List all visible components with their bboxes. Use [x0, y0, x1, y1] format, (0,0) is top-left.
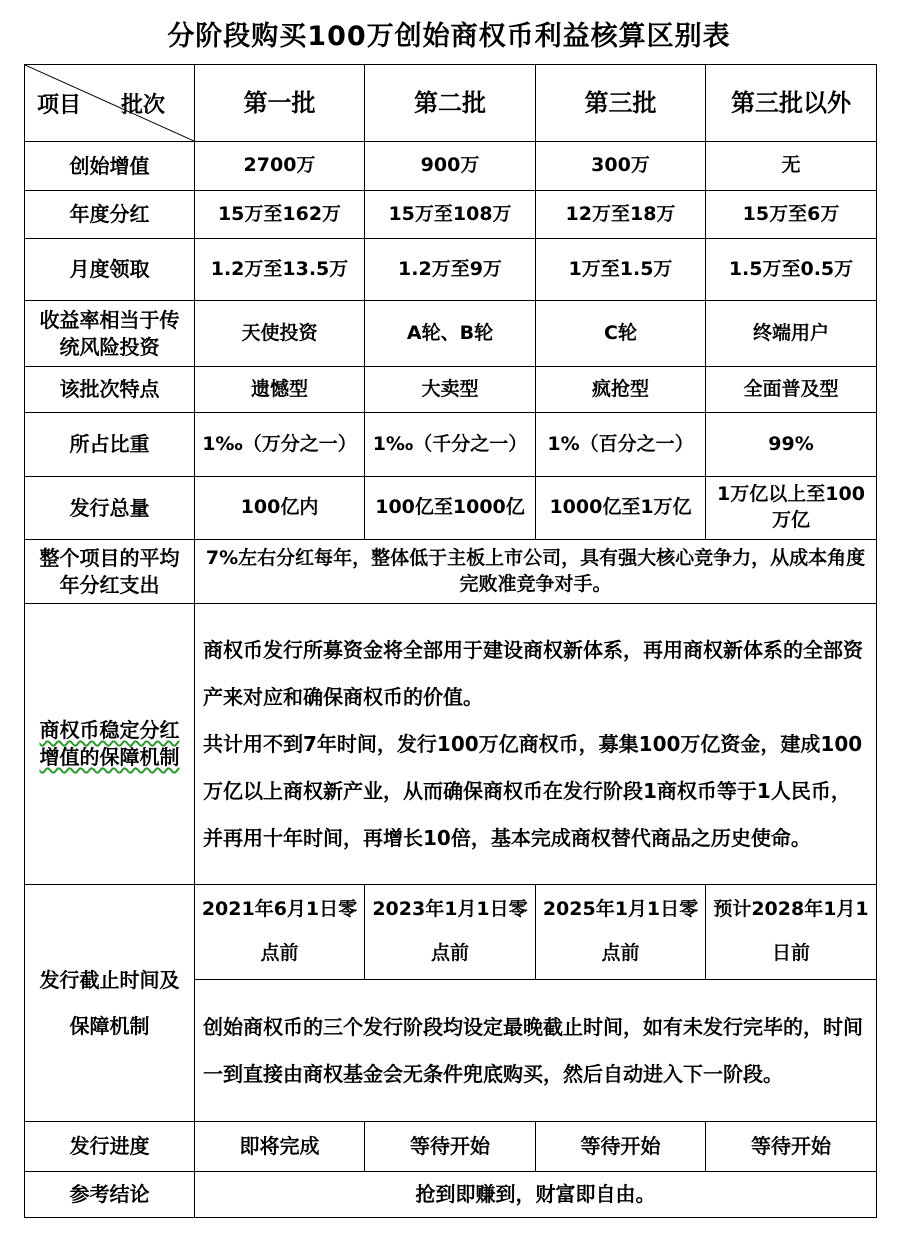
deadline-text: 创始商权币的三个发行阶段均设定最晚截止时间，如有未发行完毕的，时间一到直接由商权基金会无条件兜底购买，然后自动进入下一阶段。: [195, 980, 877, 1122]
table-cell: 2700万: [195, 142, 365, 191]
table-cell: 15万至6万: [706, 191, 877, 239]
table-cell: 1%（百分之一）: [536, 413, 706, 477]
header-row: [25, 65, 877, 142]
batch-header-1: 第一批: [195, 65, 365, 142]
table-cell: 无: [706, 142, 877, 191]
deadline-date-1: 2021年6月1日零点前: [195, 885, 365, 980]
row-label-avg-dividend: 整个项目的平均年分红支出: [25, 540, 195, 604]
row-label-total-issuance: 发行总量: [25, 477, 195, 540]
table-cell: 1‰（万分之一）: [195, 413, 365, 477]
corner-header-cell: [25, 65, 195, 142]
table-row: [25, 1172, 877, 1218]
batch-header-4: 第三批以外: [706, 65, 877, 142]
progress-cell: 等待开始: [365, 1122, 536, 1172]
table-cell: 1万亿以上至100万亿: [706, 477, 877, 540]
table-cell: 12万至18万: [536, 191, 706, 239]
table-cell: 1000亿至1万亿: [536, 477, 706, 540]
table-cell: 全面普及型: [706, 367, 877, 413]
table-cell: 天使投资: [195, 301, 365, 367]
table-cell: 1‰（千分之一）: [365, 413, 536, 477]
table-row: [25, 885, 877, 980]
guarantee-text-cell: [195, 604, 877, 885]
progress-cell: 即将完成: [195, 1122, 365, 1172]
corner-item-label: 项目: [37, 93, 82, 118]
deadline-date-3: 2025年1月1日零点前: [536, 885, 706, 980]
table-cell: 终端用户: [706, 301, 877, 367]
table-cell: 100亿至1000亿: [365, 477, 536, 540]
guarantee-label-text: 商权币稳定分红增值的保障机制: [39, 718, 180, 769]
benefit-comparison-table: [24, 64, 877, 1218]
table-cell: 1.2万至9万: [365, 239, 536, 301]
table-cell: 遗憾型: [195, 367, 365, 413]
table-row: [25, 301, 877, 367]
table-cell: 疯抢型: [536, 367, 706, 413]
table-cell: 300万: [536, 142, 706, 191]
table-cell: 1.5万至0.5万: [706, 239, 877, 301]
table-row: [25, 1122, 877, 1172]
row-label-return-equivalent: 收益率相当于传统风险投资: [25, 301, 195, 367]
table-cell: 1.2万至13.5万: [195, 239, 365, 301]
batch-header-3: 第三批: [536, 65, 706, 142]
row-label-deadline: 发行截止时间及保障机制: [25, 885, 195, 1122]
guarantee-paragraph-2: 共计用不到7年时间，发行100万亿商权币，募集100万亿资金，建成100万亿以上商权新产业，从而确保商权币在发行阶段1商权币等于1人民币，并再用十年时间，再增长10倍，基本完成商权替代商品之历史使命。: [203, 731, 863, 850]
table-cell: 15万至162万: [195, 191, 365, 239]
row-label-monthly-payout: 月度领取: [25, 239, 195, 301]
row-label-annual-dividend: 年度分红: [25, 191, 195, 239]
table-cell: 99%: [706, 413, 877, 477]
page-title: 分阶段购买100万创始商权币利益核算区别表: [167, 21, 731, 52]
guarantee-paragraph-1: 商权币发行所募资金将全部用于建设商权新体系，再用商权新体系的全部资产来对应和确保商权币的价值。: [203, 637, 863, 709]
row-label-share-ratio: 所占比重: [25, 413, 195, 477]
row-label-guarantee-mechanism: [25, 604, 195, 885]
table-row: [25, 540, 877, 604]
avg-dividend-text: 7%左右分红每年，整体低于主板上市公司，具有强大核心竞争力，从成本角度完败准竞争对手。: [195, 540, 877, 604]
table-cell: 900万: [365, 142, 536, 191]
table-cell: A轮、B轮: [365, 301, 536, 367]
deadline-date-4: 预计2028年1月1日前: [706, 885, 877, 980]
progress-cell: 等待开始: [536, 1122, 706, 1172]
row-label-conclusion: 参考结论: [25, 1172, 195, 1218]
table-cell: 1万至1.5万: [536, 239, 706, 301]
table-row: [25, 604, 877, 885]
table-row: [25, 142, 877, 191]
table-cell: 15万至108万: [365, 191, 536, 239]
table-row: [25, 239, 877, 301]
table-cell: C轮: [536, 301, 706, 367]
deadline-date-2: 2023年1月1日零点前: [365, 885, 536, 980]
table-row: [25, 191, 877, 239]
row-label-progress: 发行进度: [25, 1122, 195, 1172]
table-row: [25, 477, 877, 540]
conclusion-text: 抢到即赚到，财富即自由。: [195, 1172, 877, 1218]
table-cell: 大卖型: [365, 367, 536, 413]
table-cell: 100亿内: [195, 477, 365, 540]
table-row: [25, 367, 877, 413]
table-row: [25, 413, 877, 477]
row-label-founding-value: 创始增值: [25, 142, 195, 191]
progress-cell: 等待开始: [706, 1122, 877, 1172]
corner-batch-label: 批次: [121, 93, 166, 118]
row-label-batch-feature: 该批次特点: [25, 367, 195, 413]
batch-header-2: 第二批: [365, 65, 536, 142]
